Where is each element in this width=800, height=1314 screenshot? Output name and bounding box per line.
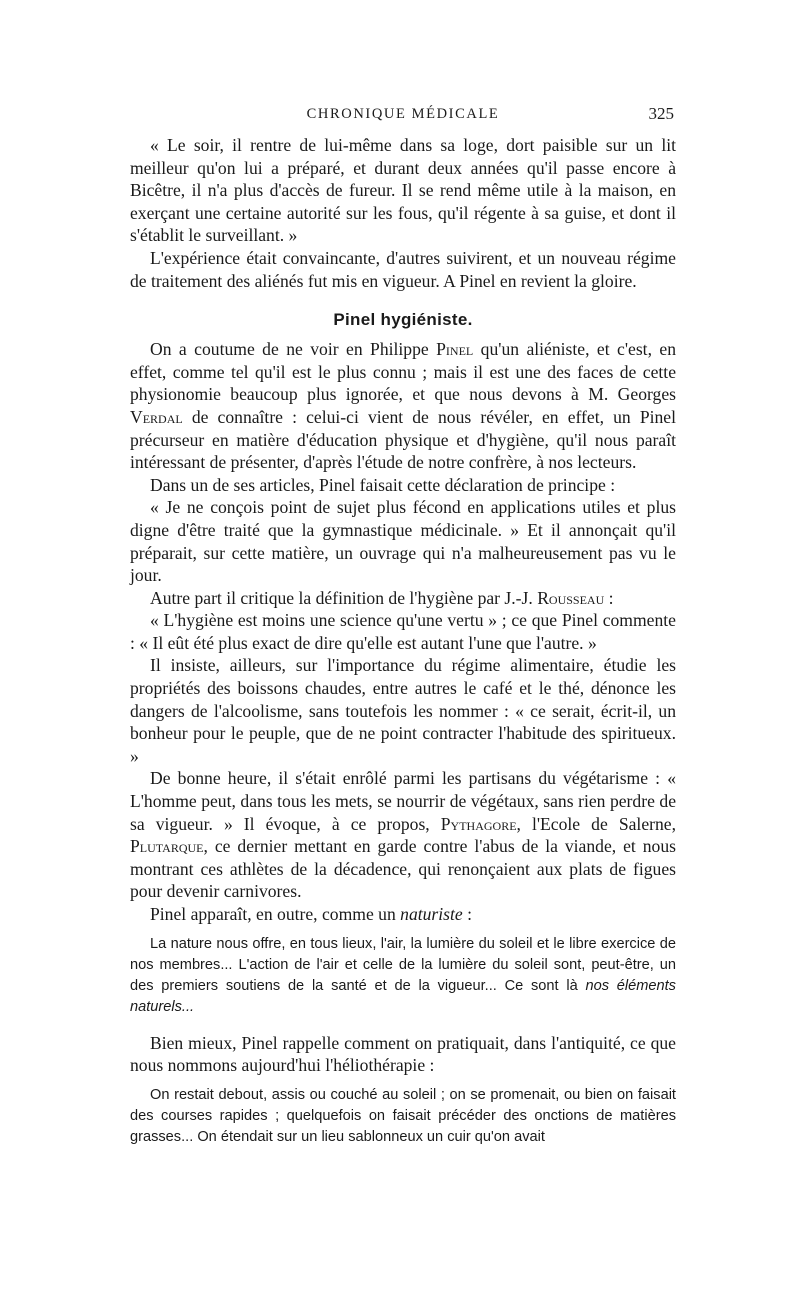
- block-quote-2: On restait debout, assis ou couché au soleil ; on se promenait, ou bien on faisait des courses rapides ; quelquefois on faisait précéder des onctions de matières grasses... On étendait sur un lieu sablonneux un cuir qu'on avait: [130, 1086, 676, 1145]
- paragraph-9: [130, 767, 676, 903]
- text-run: , ce dernier mettant en garde contre l'abus de la viande, et nous montrant ces athlètes de la décadence, qui renonçaient aux plats de figues pour devenir carnivores.: [130, 836, 676, 902]
- text-run: On a coutume de ne voir en Philippe: [150, 339, 437, 360]
- text-run: qu'un aliéniste, et c'est, en effet, comme tel qu'il est le plus connu ; mais il est une des faces de cette physionomie beaucoup plus ignorée, et que nous devons à M. Georges: [130, 339, 676, 405]
- paragraph-4: Dans un de ses articles, Pinel faisait cette déclaration de principe :: [150, 474, 616, 495]
- name-rousseau: Rousseau: [537, 587, 605, 608]
- paragraph-11: Bien mieux, Pinel rappelle comment on pratiquait, dans l'antiquité, ce que nous nommons aujourd'hui l'héliothérapie :: [130, 1032, 676, 1076]
- emphasis-naturiste: naturiste: [400, 904, 463, 924]
- text-run: , l'Ecole de Salerne,: [516, 813, 676, 834]
- emphasis-elements-naturels: nos éléments naturels...: [130, 977, 676, 1015]
- paragraph-3: [130, 338, 676, 474]
- paragraph-1: « Le soir, il rentre de lui-même dans sa loge, dort paisible sur un lit meilleur qu'on lui a préparé, et durant deux années qu'il passe encore à Bicêtre, il n'a plus d'accès de fureur. Il se rend même utile à la maison, en exerçant une certaine autorité sur les fous, qu'il régente à sa guise, et dont il s'établit le surveillant. »: [130, 135, 676, 246]
- block-quote-1: [130, 934, 676, 1018]
- name-verdal: Verdal: [130, 406, 183, 427]
- text-run: De bonne heure, il s'était enrôlé parmi les partisans du végétarisme : « L'homme peut, dans tous les mets, se nourrir de végétaux, sans rien perdre de sa vigueur. » Il évoque, à ce propos,: [130, 768, 676, 834]
- text-run: :: [604, 587, 614, 608]
- paragraph-8: Il insiste, ailleurs, sur l'importance du régime alimentaire, étudie les propriétés des boissons chaudes, entre autres le café et le thé, dénonce les dangers de l'alcoolisme, sans toutefois les nommer : « ce serait, écrit-il, un bonheur pour le peuple, que de ne point contracter l'habitude des spiritueux. »: [130, 655, 676, 766]
- text-run: Autre part il critique la définition de l'hygiène par J.-J.: [150, 587, 538, 608]
- page-number: 325: [648, 104, 674, 123]
- running-title: CHRONIQUE MÉDICALE: [306, 106, 500, 122]
- text-run: La nature nous offre, en tous lieux, l'air, la lumière du soleil et le libre exercice de nos membres... L'action de l'air et celle de la lumière du soleil sont, peut-être, un des premiers soutiens de la santé et de la vigueur... Ce sont là: [130, 935, 676, 994]
- text-run: :: [462, 904, 473, 924]
- name-plutarque: Plutarque: [130, 836, 204, 857]
- text-run: de connaître : celui-ci vient de nous révéler, en effet, un Pinel précurseur en matière d'éducation physique et d'hygiène, qu'il nous paraît intéressant de présenter, d'après l'étude de notre confrère, à nos lecteurs.: [130, 406, 676, 473]
- name-pinel: Pinel: [436, 339, 474, 360]
- section-heading: Pinel hygiéniste.: [333, 310, 473, 330]
- paragraph-2: L'expérience était convaincante, d'autres suivirent, et un nouveau régime de traitement des aliénés fut mis en vigueur. A Pinel en revient la gloire.: [130, 247, 676, 291]
- running-head: [130, 100, 676, 128]
- paragraph-10: [130, 903, 676, 926]
- book-page: [130, 100, 676, 1162]
- paragraph-6: [130, 587, 676, 610]
- name-pythagore: Pythagore: [440, 813, 517, 834]
- text-run: Pinel apparaît, en outre, comme un: [150, 904, 401, 924]
- paragraph-7: « L'hygiène est moins une science qu'une vertu » ; ce que Pinel commente : « Il eût été plus exact de dire qu'elle est autant l'une que l'autre. »: [130, 610, 676, 653]
- paragraph-5: « Je ne conçois point de sujet plus fécond en applications utiles et plus digne d'être traité que la gymnastique médicinale. » Et il annonçait qu'il préparait, sur cette matière, un ouvrage qui n'a malheureusement pas vu le jour.: [130, 497, 676, 586]
